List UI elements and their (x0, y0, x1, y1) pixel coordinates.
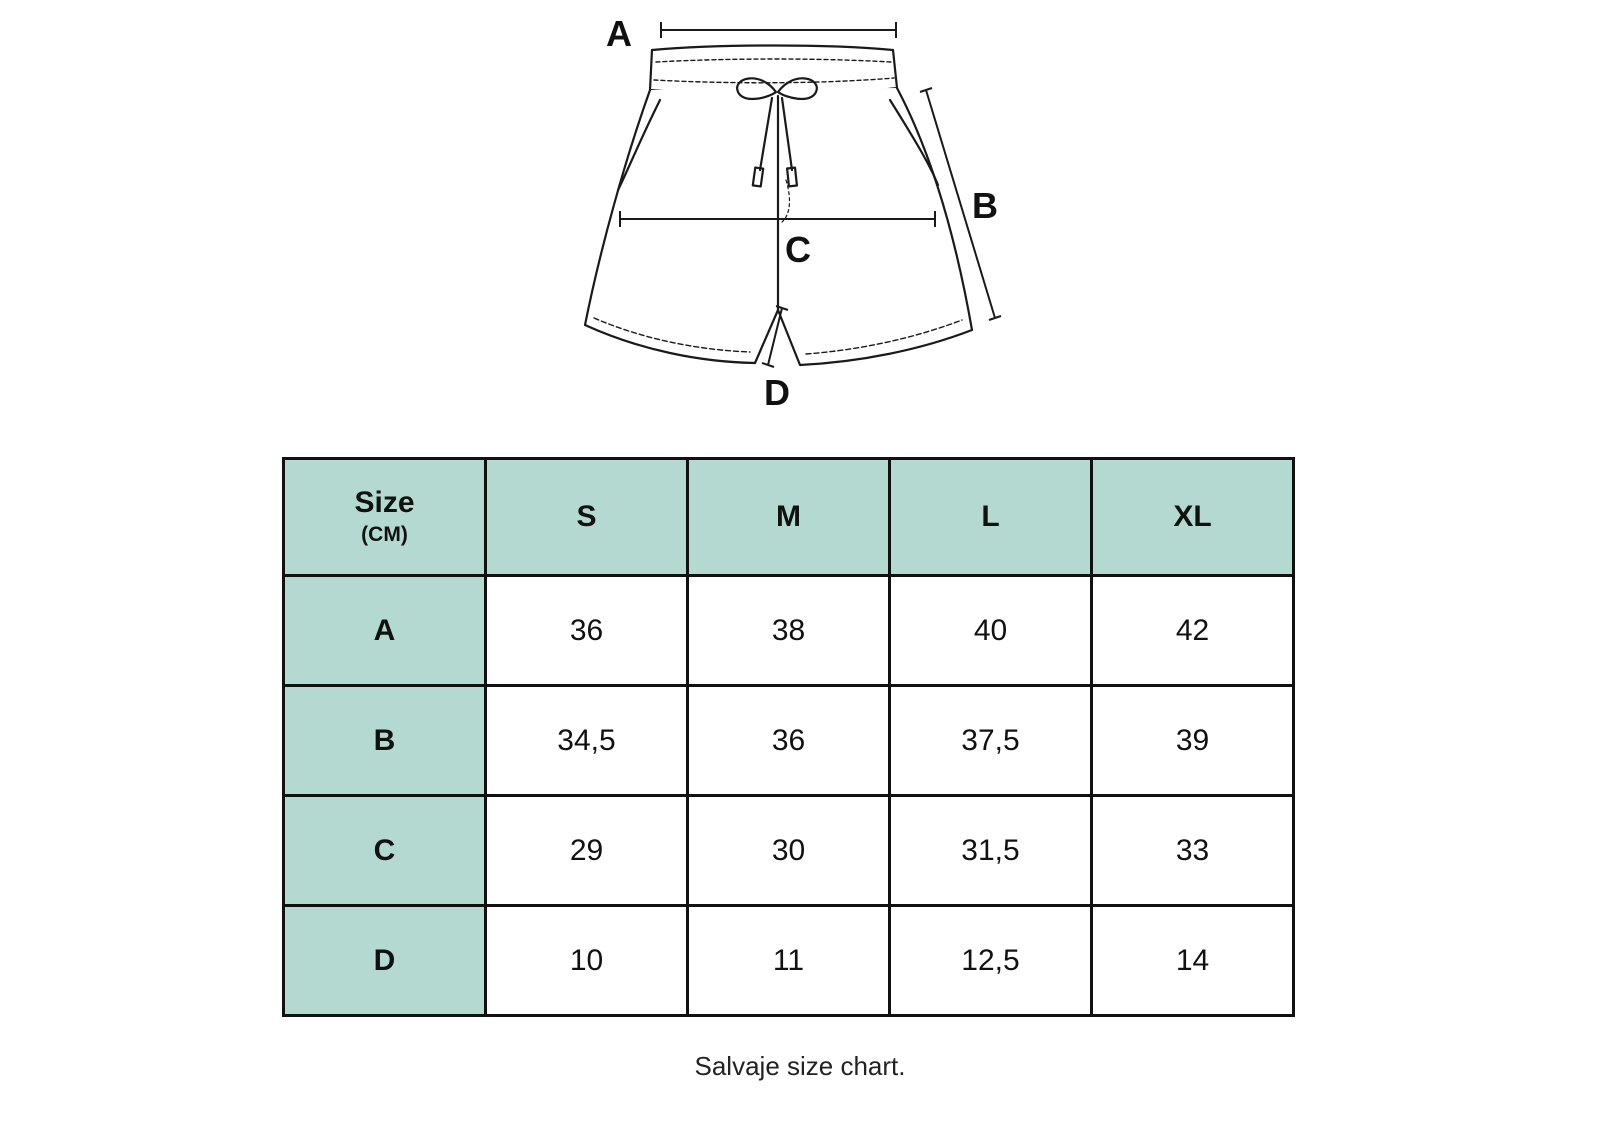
chart-caption: Salvaje size chart. (694, 1051, 906, 1081)
table-row (284, 686, 1294, 796)
corner-header (284, 459, 486, 576)
label-a: A (606, 13, 632, 54)
table-cell: 12,5 (890, 906, 1092, 1016)
size-header-m: M (688, 459, 890, 576)
label-b: B (972, 185, 998, 226)
table-cell: 30 (688, 796, 890, 906)
table-cell: 36 (486, 576, 688, 686)
size-heading: Size (354, 486, 415, 519)
table-cell: 29 (486, 796, 688, 906)
table-cell: 34,5 (486, 686, 688, 796)
table-row (284, 906, 1294, 1016)
unit-label: (CM) (361, 523, 408, 546)
table-row (284, 576, 1294, 686)
row-label: A (284, 576, 486, 686)
table-cell: 33 (1092, 796, 1294, 906)
swim-shorts-outline-icon (560, 0, 1040, 420)
row-label: C (284, 796, 486, 906)
row-label: B (284, 686, 486, 796)
size-header-s: S (486, 459, 688, 576)
table-cell: 42 (1092, 576, 1294, 686)
table-cell: 39 (1092, 686, 1294, 796)
table-cell: 37,5 (890, 686, 1092, 796)
table-cell: 31,5 (890, 796, 1092, 906)
row-label: D (284, 906, 486, 1016)
size-header-l: L (890, 459, 1092, 576)
table-cell: 40 (890, 576, 1092, 686)
table-cell: 36 (688, 686, 890, 796)
table-cell: 38 (688, 576, 890, 686)
table-cell: 10 (486, 906, 688, 1016)
table-row (284, 796, 1294, 906)
size-chart-table (282, 457, 1295, 1017)
size-header-xl: XL (1092, 459, 1294, 576)
label-d: D (764, 372, 790, 413)
shorts-diagram (560, 0, 1040, 420)
table-cell: 14 (1092, 906, 1294, 1016)
table-header-row (284, 459, 1294, 576)
table-cell: 11 (688, 906, 890, 1016)
label-c: C (785, 229, 811, 270)
